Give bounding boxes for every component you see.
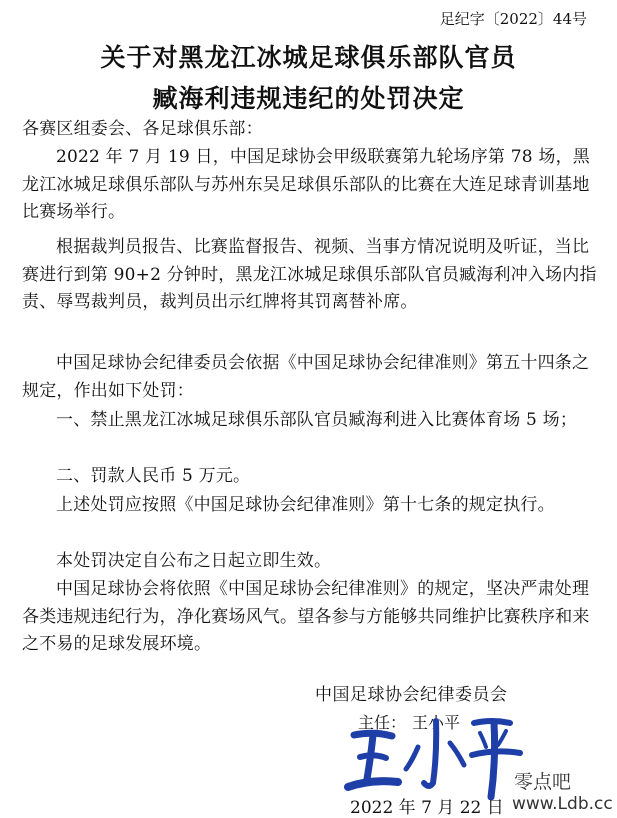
chair-name: 王小平 [412, 713, 461, 732]
document-title-line-1: 关于对黑龙江冰城足球俱乐部队官员 [100, 43, 517, 72]
paragraph-penalty-fine: 二、罚款人民币 5 万元。 [56, 466, 251, 486]
paragraph-closing: 中国足球协会将依照《中国足球协会纪律准则》的规定，坚决严肃处理各类违规违纪行为，净化赛场风气。望各参与方能够共同维护比赛秩序和来之不易的足球发展环境。 [22, 579, 590, 654]
document-number: 足纪字〔2022〕44号 [439, 10, 587, 28]
watermark-url: www.Ldb.cc [512, 794, 613, 814]
paragraph-basis: 中国足球协会纪律委员会依据《中国足球协会纪律准则》第五十四条之规定，作出如下处罚： [22, 353, 590, 401]
paragraph-match-info: 2022 年 7 月 19 日，中国足球协会甲级联赛第九轮场序第 78 场，黑龙江冰城足球俱乐部队与苏州东吴足球俱乐部队的比赛在大连足球青训基地比赛场举行。 [22, 147, 590, 222]
paragraph-penalty-ban: 一、禁止黑龙江冰城足球俱乐部队官员臧海利进入比赛体育场 5 场； [56, 410, 578, 430]
paragraph-effective: 本处罚决定自公布之日起立即生效。 [56, 551, 332, 571]
handwritten-signature [340, 705, 530, 800]
document-title-line-2: 臧海利违规违纪的处罚决定 [152, 84, 465, 113]
issue-date: 2022 年 7 月 22 日 [350, 798, 504, 818]
paragraph-execution: 上述处罚应按照《中国足球协会纪律准则》第十七条的规定执行。 [56, 495, 555, 515]
chair-label: 主任： [358, 713, 407, 732]
issuing-organization: 中国足球协会纪律委员会 [315, 685, 508, 705]
salutation: 各赛区组委会、各足球俱乐部： [22, 119, 263, 139]
paragraph-incident: 根据裁判员报告、比赛监督报告、视频、当事方情况说明及听证，当比赛进行到第 90+2 分钟时，黑龙江冰城足球俱乐部队官员臧海利冲入场内指责、辱骂裁判员，裁判员出示红牌将其罚离替补席。 [22, 237, 597, 312]
watermark-site-name: 零点吧 [514, 771, 572, 793]
